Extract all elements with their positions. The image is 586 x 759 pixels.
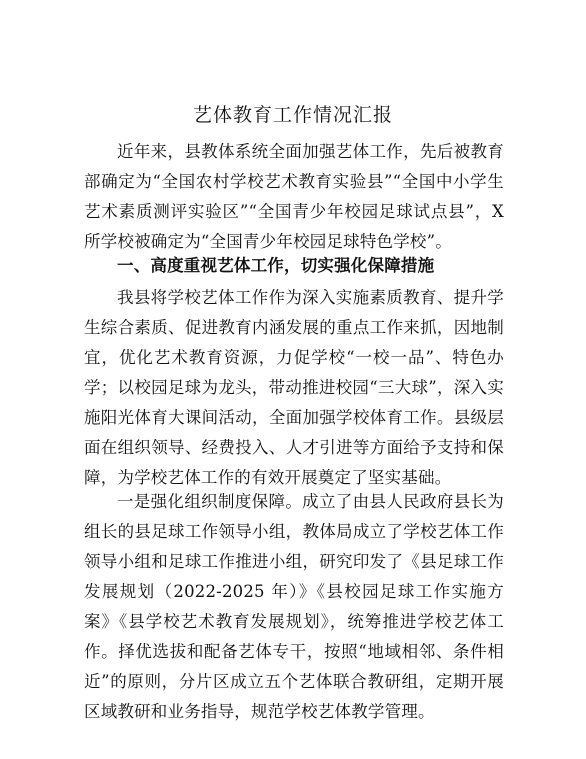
section-heading: 一、高度重视艺体工作，切实强化保障措施 [117,256,435,275]
intro-paragraph: 近年来，县教体系统全面加强艺体工作，先后被教育部确定为“全国农村学校艺术教育实验县”“全国中小学生艺术素质测评实验区”“全国青少年校园足球试点县”，X 所学校被确定为“全国青少年校园足球特色学校”。 [84,142,504,251]
body-paragraph: 一是强化组织制度保障。成立了由县人民政府县长为组长的县足球工作领导小组，教体局成立了学校艺体工作领导小组和足球工作推进小组，研究印发了《县足球工作发展规划（2022-2025 年）》《县校园足球工作实施方案》《县学校艺术教育发展规划》，统筹推进学校艺体工作。择优选拔和配备艺体专干，按照“地域相邻、条件相近”的原则，分片区成立五个艺体联合教研组，定期开展区域教研和业务指导，规范学校艺体教学管理。 [84,492,504,721]
document-title: 艺体教育工作情况汇报 [192,104,393,126]
body-paragraph: 我县将学校艺体工作作为深入实施素质教育、提升学生综合素质、促进教育内涵发展的重点工作来抓，因地制宜，优化艺术教育资源，力促学校“一校一品”、特色办学；以校园足球为龙头，带动推进校园“三大球”，深入实施阳光体育大课间活动，全面加强学校体育工作。县级层面在组织领导、经费投入、人才引进等方面给予支持和保障，为学校艺体工作的有效开展奠定了坚实基础。 [84,288,504,487]
